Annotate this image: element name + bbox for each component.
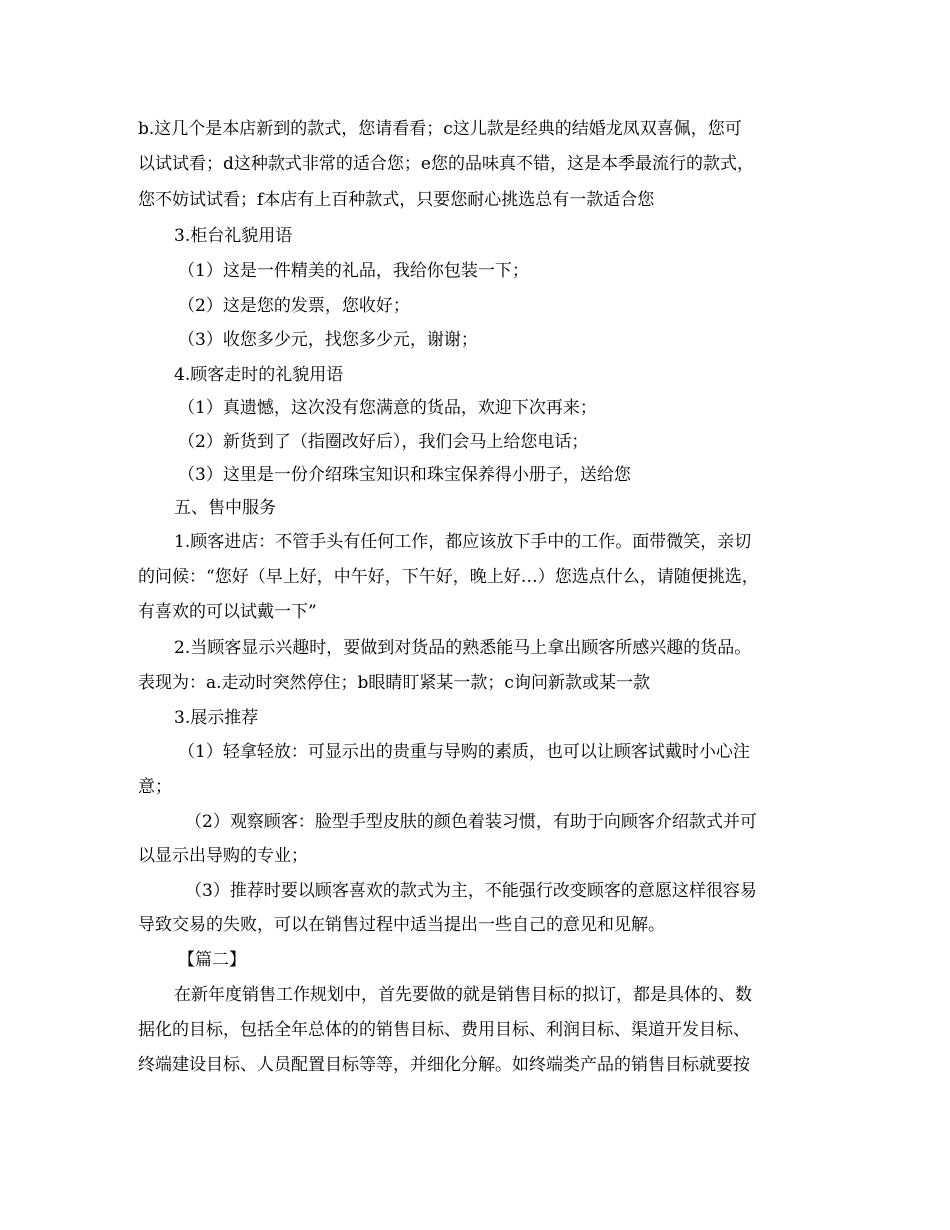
list-item: （2）观察顾客：脸型手型皮肤的颜色着装习惯，有助于向顾客介绍款式并可: [185, 812, 757, 832]
list-item: （3）推荐时要以顾客喜欢的款式为主，不能强行改变顾客的意愿这样很容易: [185, 881, 757, 901]
paragraph-line: 的问候：“您好（早上好，中午好，下午好，晚上好…）您选点什么，请随便挑选，: [138, 567, 759, 587]
paragraph-line: 导致交易的失败，可以在销售过程中适当提出一些自己的意见和见解。: [138, 915, 665, 935]
list-item: （1）真遗憾，这次没有您满意的货品，欢迎下次再来；: [178, 398, 597, 418]
paragraph-line: 2.当顾客显示兴趣时，要做到对货品的熟悉能马上拿出顾客所感兴趣的货品。: [174, 638, 752, 658]
list-item: （1）轻拿轻放：可显示出的贵重与导购的素质，也可以让顾客试戴时小心注: [178, 742, 750, 762]
paragraph-line: 有喜欢的可以试戴一下”: [138, 602, 317, 622]
paragraph-line: 意；: [138, 777, 172, 797]
paragraph-line: 在新年度销售工作规划中，首先要做的就是销售目标的拟订，都是具体的、数: [174, 985, 752, 1005]
paragraph-line: 表现为：a.走动时突然停住；b眼睛盯紧某一款；c询问新款或某一款: [138, 673, 650, 693]
paragraph-line: 据化的目标，包括全年总体的的销售目标、费用目标、利润目标、渠道开发目标、: [138, 1020, 750, 1040]
section-heading: 五、售中服务: [174, 498, 276, 518]
list-item: （3）这里是一份介绍珠宝知识和珠宝保养得小册子，送给您: [178, 465, 631, 485]
section-heading: 3.柜台礼貌用语: [174, 226, 293, 246]
list-item: （1）这是一件精美的礼品，我给你包装一下；: [178, 261, 529, 281]
list-item: （2）新货到了（指圈改好后），我们会马上给您电话；: [178, 432, 589, 452]
paragraph-line: 1.顾客进店：不管手头有任何工作，都应该放下手中的工作。面带微笑，亲切: [174, 532, 752, 552]
paragraph-line: 以试试看；d这种款式非常的适合您；e您的品味真不错，这是本季最流行的款式，: [138, 154, 754, 174]
paragraph-line: 您不妨试试看；f本店有上百种款式，只要您耐心挑选总有一款适合您: [138, 190, 655, 210]
list-item: （2）这是您的发票，您收好；: [178, 296, 410, 316]
paragraph-line: b.这几个是本店新到的款式，您请看看；c这儿款是经典的结婚龙凤双喜佩，您可: [138, 119, 742, 139]
section-heading: 3.展示推荐: [174, 708, 259, 728]
list-item: （3）收您多少元，找您多少元，谢谢；: [178, 330, 478, 350]
section-heading: 4.顾客走时的礼貌用语: [174, 365, 344, 385]
paragraph-line: 以显示出导购的专业；: [138, 846, 308, 866]
section-heading: 【篇二】: [178, 950, 246, 970]
paragraph-line: 终端建设目标、人员配置目标等等，并细化分解。如终端类产品的销售目标就要按: [138, 1055, 750, 1075]
